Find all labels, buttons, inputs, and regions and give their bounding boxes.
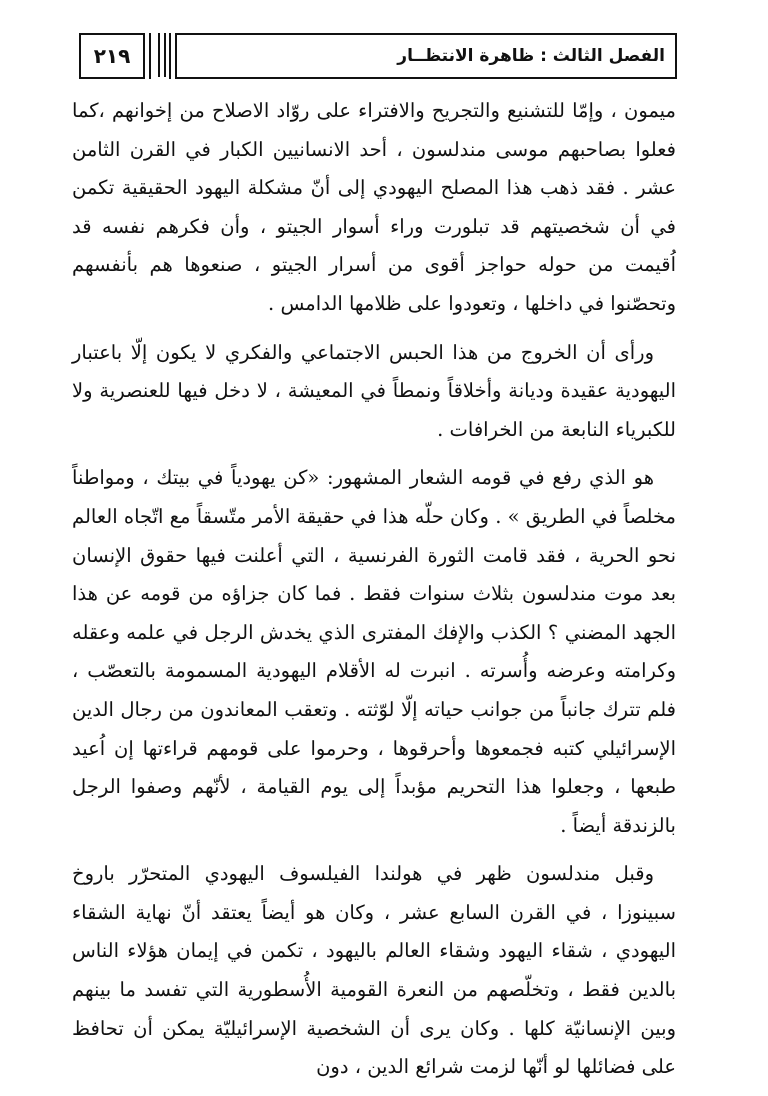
chapter-title: الفصل الثالث : ظاهرة الانتظــار [175, 33, 677, 79]
paragraph: ورأى أن الخروج من هذا الحبس الاجتماعي والفكري لا يكون إلّا باعتبار اليهودية عقيدة وديانة وأخلاقاً ونمطاً في المعيشة ، لا دخل فيها للعنصرية ولا للكبرياء النابعة من الخرافات . [72, 340, 676, 441]
paragraph: هو الذي رفع في قومه الشعار المشهور: «كن يهودياً في بيتك ، ومواطناً مخلصاً في الطريق » . وكان حلّه هذا في حقيقة الأمر متّسقاً مع اتّجاه العالم نحو الحرية ، فقد قامت الثورة الفرنسية ، التي أعلنت فيها حقوق الإنسان بعد موت مندلسون بثلاث سنوات فقط . فما كان جزاؤه من قومه عن هذا الجهد المضني ؟ الكذب والإفك المفترى الذي يخدش الرجل في علمه وعقله وكرامته وعرضه وأُسرته . انبرت له الأقلام اليهودية المسمومة بالتعصّب ، فلم تترك جانباً من جوانب حياته إلّا لوّثته . وتعقب المعاندون من رجال الدين الإسرائيلي كتبه فجمعوها وأحرقوها ، وحرموا على قومهم قراءتها إن اُعيد طبعها ، وجعلوا هذا التحريم مؤبداً إلى يوم القيامة ، لأنّهم وصفوا الرجل بالزندقة أيضاً . [72, 466, 676, 837]
paragraph: وقبل مندلسون ظهر في هولندا الفيلسوف اليهودي المتحرّر باروخ سبينوزا ، في القرن السابع عشر ، وكان هو أيضاً يعتقد أنّ نهاية الشقاء اليهودي ، شقاء اليهود وشقاء العالم باليهود ، تكمن في إيمان هؤلاء الناس بالدين فقط ، وتخلّصهم من النعرة القومية الأُسطورية التي تفسد ما بينهم وبين الإنسانيّة كلها . وكان يرى أن الشخصية الإسرائيليّة يمكن أن تحافظ على فضائلها لو أنّها لزمت شرائع الدين ، دون [72, 862, 676, 1079]
paragraph: ميمون ، وإمّا للتشنيع والتجريح والافتراء على روّاد الاصلاح من إخوانهم ،كما فعلوا بصاحبهم موسى مندلسون ، أحد الانسانيين الكبار في القرن الثامن عشر . فقد ذهب هذا المصلح اليهودي إلى أنّ مشكلة اليهود الحقيقية تكمن في أن شخصيتهم قد تبلورت وراء أسوار الجيتو ، وأن فكرهم نفسه قد اُقيمت من حوله حواجز أقوى من أسرار الجيتو ، صنعوها هم بأنفسهم وتحصّنوا في داخلها ، وتعودوا على ظلامها الدامس . [72, 99, 676, 315]
page-body [72, 92, 676, 1087]
header-separator [149, 33, 171, 79]
page-header [79, 33, 677, 79]
page-number: ٢١٩ [79, 33, 145, 79]
